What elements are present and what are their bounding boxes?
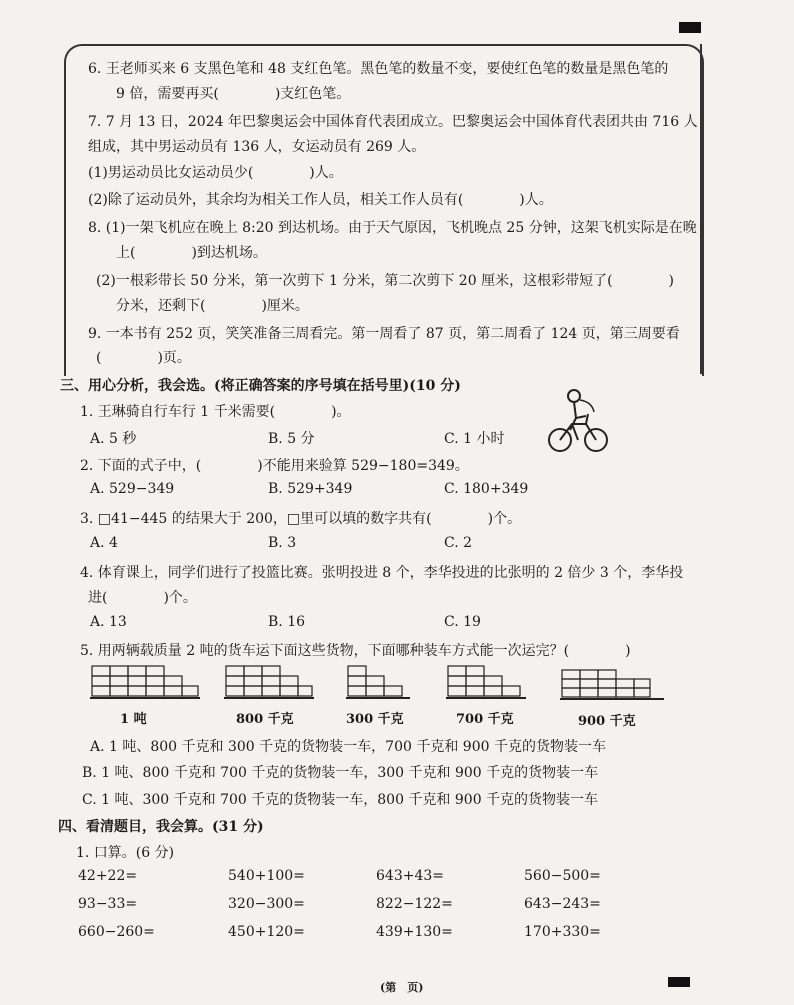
choice1-stem: 1. 王琳骑自行车行 1 千米需要( )。 [80, 404, 351, 420]
q9-line2: ( )页。 [96, 350, 191, 366]
page-number-footer: (第 页) [380, 981, 424, 994]
choice2-option-a: A. 529−349 [90, 481, 175, 497]
q8-line2: 上( )到达机场。 [116, 245, 267, 261]
choice3-option-c: C. 2 [444, 535, 473, 551]
calc-3-4: 170+330= [524, 924, 601, 940]
choice4-option-c: C. 19 [444, 614, 481, 630]
choice1-option-b: B. 5 分 [268, 431, 315, 447]
choice3-option-b: B. 3 [268, 535, 297, 551]
choice1-option-c: C. 1 小时 [444, 431, 505, 447]
choice4-option-b: B. 16 [268, 614, 306, 630]
calc-1-1: 42+22= [78, 868, 138, 884]
cargo-label-1: 1 吨 [120, 712, 147, 727]
q9-line1: 9. 一本书有 252 页，笑笑准备三周看完。第一周看了 87 页，第二周看了 124 页，第三周要看 [88, 326, 680, 342]
cyclist-illustration [546, 388, 610, 456]
cargo-label-4: 700 千克 [456, 712, 514, 727]
section-4-title: 四、看清题目，我会算。(31 分) [58, 819, 264, 835]
q8-line3: (2)一根彩带长 50 分米，第一次剪下 1 分米，第二次剪下 20 厘米，这根彩带短了( ) [96, 273, 674, 289]
choice5-option-b: B. 1 吨、800 千克和 700 千克的货物装一车，300 千克和 900 千克的货物装一车 [82, 765, 599, 781]
calc-2-2: 320−300= [228, 896, 305, 912]
q7-line2: 组成，其中男运动员有 136 人，女运动员有 269 人。 [88, 139, 426, 155]
calc-1-3: 643+43= [376, 868, 444, 884]
q8-line1: 8. (1)一架飞机应在晚上 8:20 到达机场。由于天气原因，飞机晚点 25 分钟，这架飞机实际是在晚 [88, 220, 697, 236]
choice3-option-a: A. 4 [90, 535, 118, 551]
calc-1-4: 560−500= [524, 868, 601, 884]
choice2-option-c: C. 180+349 [444, 481, 529, 497]
registration-mark-bottom [668, 977, 690, 987]
choice4-line1: 4. 体育课上，同学们进行了投篮比赛。张明投进 8 个，李华投进的比张明的 2 倍少 3 个，李华投 [80, 565, 684, 581]
choice5-option-c: C. 1 吨、300 千克和 700 千克的货物装一车，800 千克和 900 千克的货物装一车 [82, 792, 599, 808]
cargo-label-5: 900 千克 [578, 714, 636, 729]
calc-2-1: 93−33= [78, 896, 138, 912]
mental-math-title: 1. 口算。(6 分) [76, 845, 175, 861]
choice5-option-a: A. 1 吨、800 千克和 300 千克的货物装一车，700 千克和 900 千克的货物装一车 [90, 739, 606, 755]
q7-sub1: (1)男运动员比女运动员少( )人。 [88, 165, 343, 181]
calc-2-3: 822−122= [376, 896, 453, 912]
choice1-option-a: A. 5 秒 [90, 431, 137, 447]
choice4-line2: 进( )个。 [88, 590, 197, 606]
choice3-stem: 3. □41−445 的结果大于 200，□里可以填的数字共有( )个。 [80, 511, 522, 527]
cargo-figure [90, 662, 670, 732]
q6-line2: 9 倍，需要再买( )支红色笔。 [116, 86, 351, 102]
cargo-label-2: 800 千克 [236, 712, 294, 727]
section-3-title: 三、用心分析，我会选。(将正确答案的序号填在括号里)(10 分) [60, 378, 461, 394]
choice4-option-a: A. 13 [90, 614, 127, 630]
choice2-option-b: B. 529+349 [268, 481, 353, 497]
choice2-stem: 2. 下面的式子中，( )不能用来验算 529−180=349。 [80, 458, 469, 474]
registration-mark-top [679, 22, 701, 33]
calc-1-2: 540+100= [228, 868, 305, 884]
choice5-stem: 5. 用两辆载质量 2 吨的货车运下面这些货物，下面哪种装车方式能一次运完？( ) [80, 643, 631, 659]
q6-line1: 6. 王老师买来 6 支黑色笔和 48 支红色笔。黑色笔的数量不变，要使红色笔的数量是黑色笔的 [88, 61, 669, 77]
calc-2-4: 643−243= [524, 896, 601, 912]
calc-3-3: 439+130= [376, 924, 453, 940]
q7-sub2: (2)除了运动员外，其余均为相关工作人员，相关工作人员有( )人。 [88, 192, 553, 208]
calc-3-2: 450+120= [228, 924, 305, 940]
q8-line4: 分米，还剩下( )厘米。 [116, 298, 309, 314]
q7-line1: 7. 7 月 13 日，2024 年巴黎奥运会中国体育代表团成立。巴黎奥运会中国体育代表团共由 716 人 [88, 114, 698, 130]
cargo-label-3: 300 千克 [346, 712, 404, 727]
calc-3-1: 660−260= [78, 924, 155, 940]
